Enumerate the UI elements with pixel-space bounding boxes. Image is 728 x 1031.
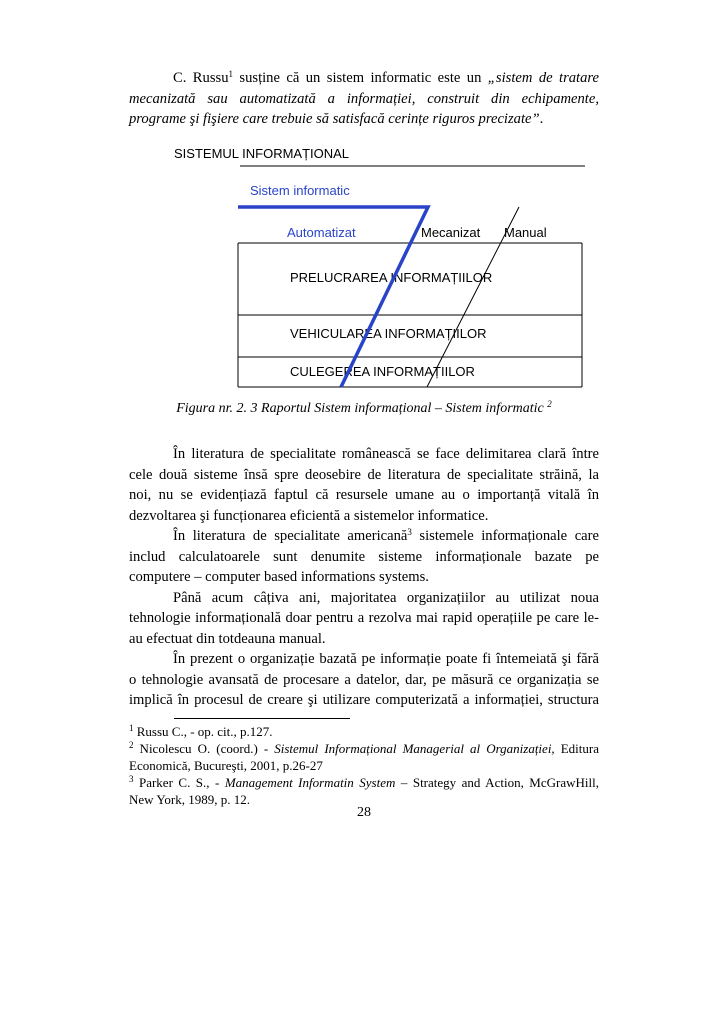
paragraph-1-line-2: cele două sisteme însă spre deosebire de literatura de specialitate străină, la [129,466,599,483]
footnote-3 [129,774,599,791]
footnote-3-cont: New York, 1989, p. 12. [129,792,250,807]
row-label-prelucrarea: PRELUCRAREA INFORMAȚIILOR [290,270,493,285]
paragraph-4-line-2: o tehnologie avansată de procesare a datelor, dar, pe măsură ce organizația se [129,671,599,688]
column-label-manual: Manual [504,225,547,240]
caption-text: Figura nr. 2. 3 Raportul Sistem informațional – Sistem informatic [176,401,544,416]
footnote-ref-3[interactable]: 3 [407,527,412,537]
body-text [129,444,599,711]
diagram-title: SISTEMUL INFORMAȚIONAL [174,146,350,161]
paragraph-2-line-2: includ calculatoarele sunt denumite sisteme informaționale bazate pe [129,548,599,565]
paragraph-3-line-3: au efectuat din totdeauna manual. [129,630,326,647]
column-label-mecanizat: Mecanizat [421,225,481,240]
page-number: 28 [357,805,371,820]
row-label-culegerea: CULEGEREA INFORMAȚIILOR [290,364,475,379]
footnote-2 [129,740,599,757]
footnote-1-number: 1 [129,723,134,733]
intro-quote-line2: mecanizată sau automatizată a informației, construit din echipamente, [129,90,599,107]
paragraph-2-line-3: computere – computer based informations systems. [129,569,429,585]
footnote-2-title: Sistemul Informațional Managerial al Organizației, [274,741,555,756]
footnote-2-cont: Economică, Bucureşti, 2001, p.26-27 [129,758,323,773]
paragraph-1-line-4: dezvoltarea şi funcționarea eficientă a sistemelor informatice. [129,507,489,524]
footnote-separator [174,718,350,719]
footnote-2-author: Nicolescu O. (coord.) - [133,741,275,756]
footnote-ref-2[interactable]: 2 [547,399,552,409]
paragraph-1-line-1: În literatura de specialitate românească se face delimitarea clară între [173,446,599,462]
footnote-2-number: 2 [129,740,134,750]
footnote-3-author: Parker C. S., - [133,775,225,790]
intro-quote-line3: programe şi fişiere care trebuie să satisfacă cerințe riguros precizate” [129,111,540,127]
footnote-1-text: Russu C., - op. cit., p.127. [133,724,273,739]
diagram-lines [0,0,728,420]
column-label-automatizat: Automatizat [287,225,356,240]
figure-caption [129,401,599,417]
paragraph-2-text-b: sistemele informaționale care [411,528,599,544]
paragraph-3-line-2: tehnologie informațională doar pentru a rezolva mai rapid operațiile pe care le- [129,610,599,626]
sistem-informatic-boundary [238,207,428,387]
paragraph-4-line-1: În prezent o organizație bazată pe informație poate fi întemeiată şi fără [173,651,599,667]
paragraph-3-line-1: Până acum câțiva ani, majoritatea organizațiilor au utilizat noua [173,589,599,606]
footnote-1 [129,723,599,740]
diagram-subtitle: Sistem informatic [250,183,350,198]
footnote-2-publisher-a: Editura [554,741,600,756]
footnote-ref-1[interactable]: 1 [228,69,233,79]
paragraph-4-line-3: implică în procesul de creare şi utilizare computerizată a informației, structura [129,692,599,708]
intro-quote-start: „sistem de tratare [487,70,600,86]
paragraph-1-line-3: noi, nu se evidențiază faptul că resursele umane au o importanță vitală în [129,487,599,503]
paragraph-2-line-1 [129,526,599,547]
footnote-3-number: 3 [129,774,134,784]
intro-author: C. Russu [173,70,229,86]
mecanizat-manual-divider [427,207,519,387]
intro-period: . [539,111,544,127]
footnotes [129,723,599,808]
footnote-3-title: Management Informatin System [224,775,396,790]
intro-lead: susține că un sistem informatic este un [233,70,488,86]
row-label-vehicularea: VEHICULAREA INFORMAȚIILOR [290,326,487,341]
footnote-3-publisher-a: – Strategy and Action, McGrawHill, [395,775,599,790]
paragraph-2-text-a: În literatura de specialitate americană [173,528,408,544]
